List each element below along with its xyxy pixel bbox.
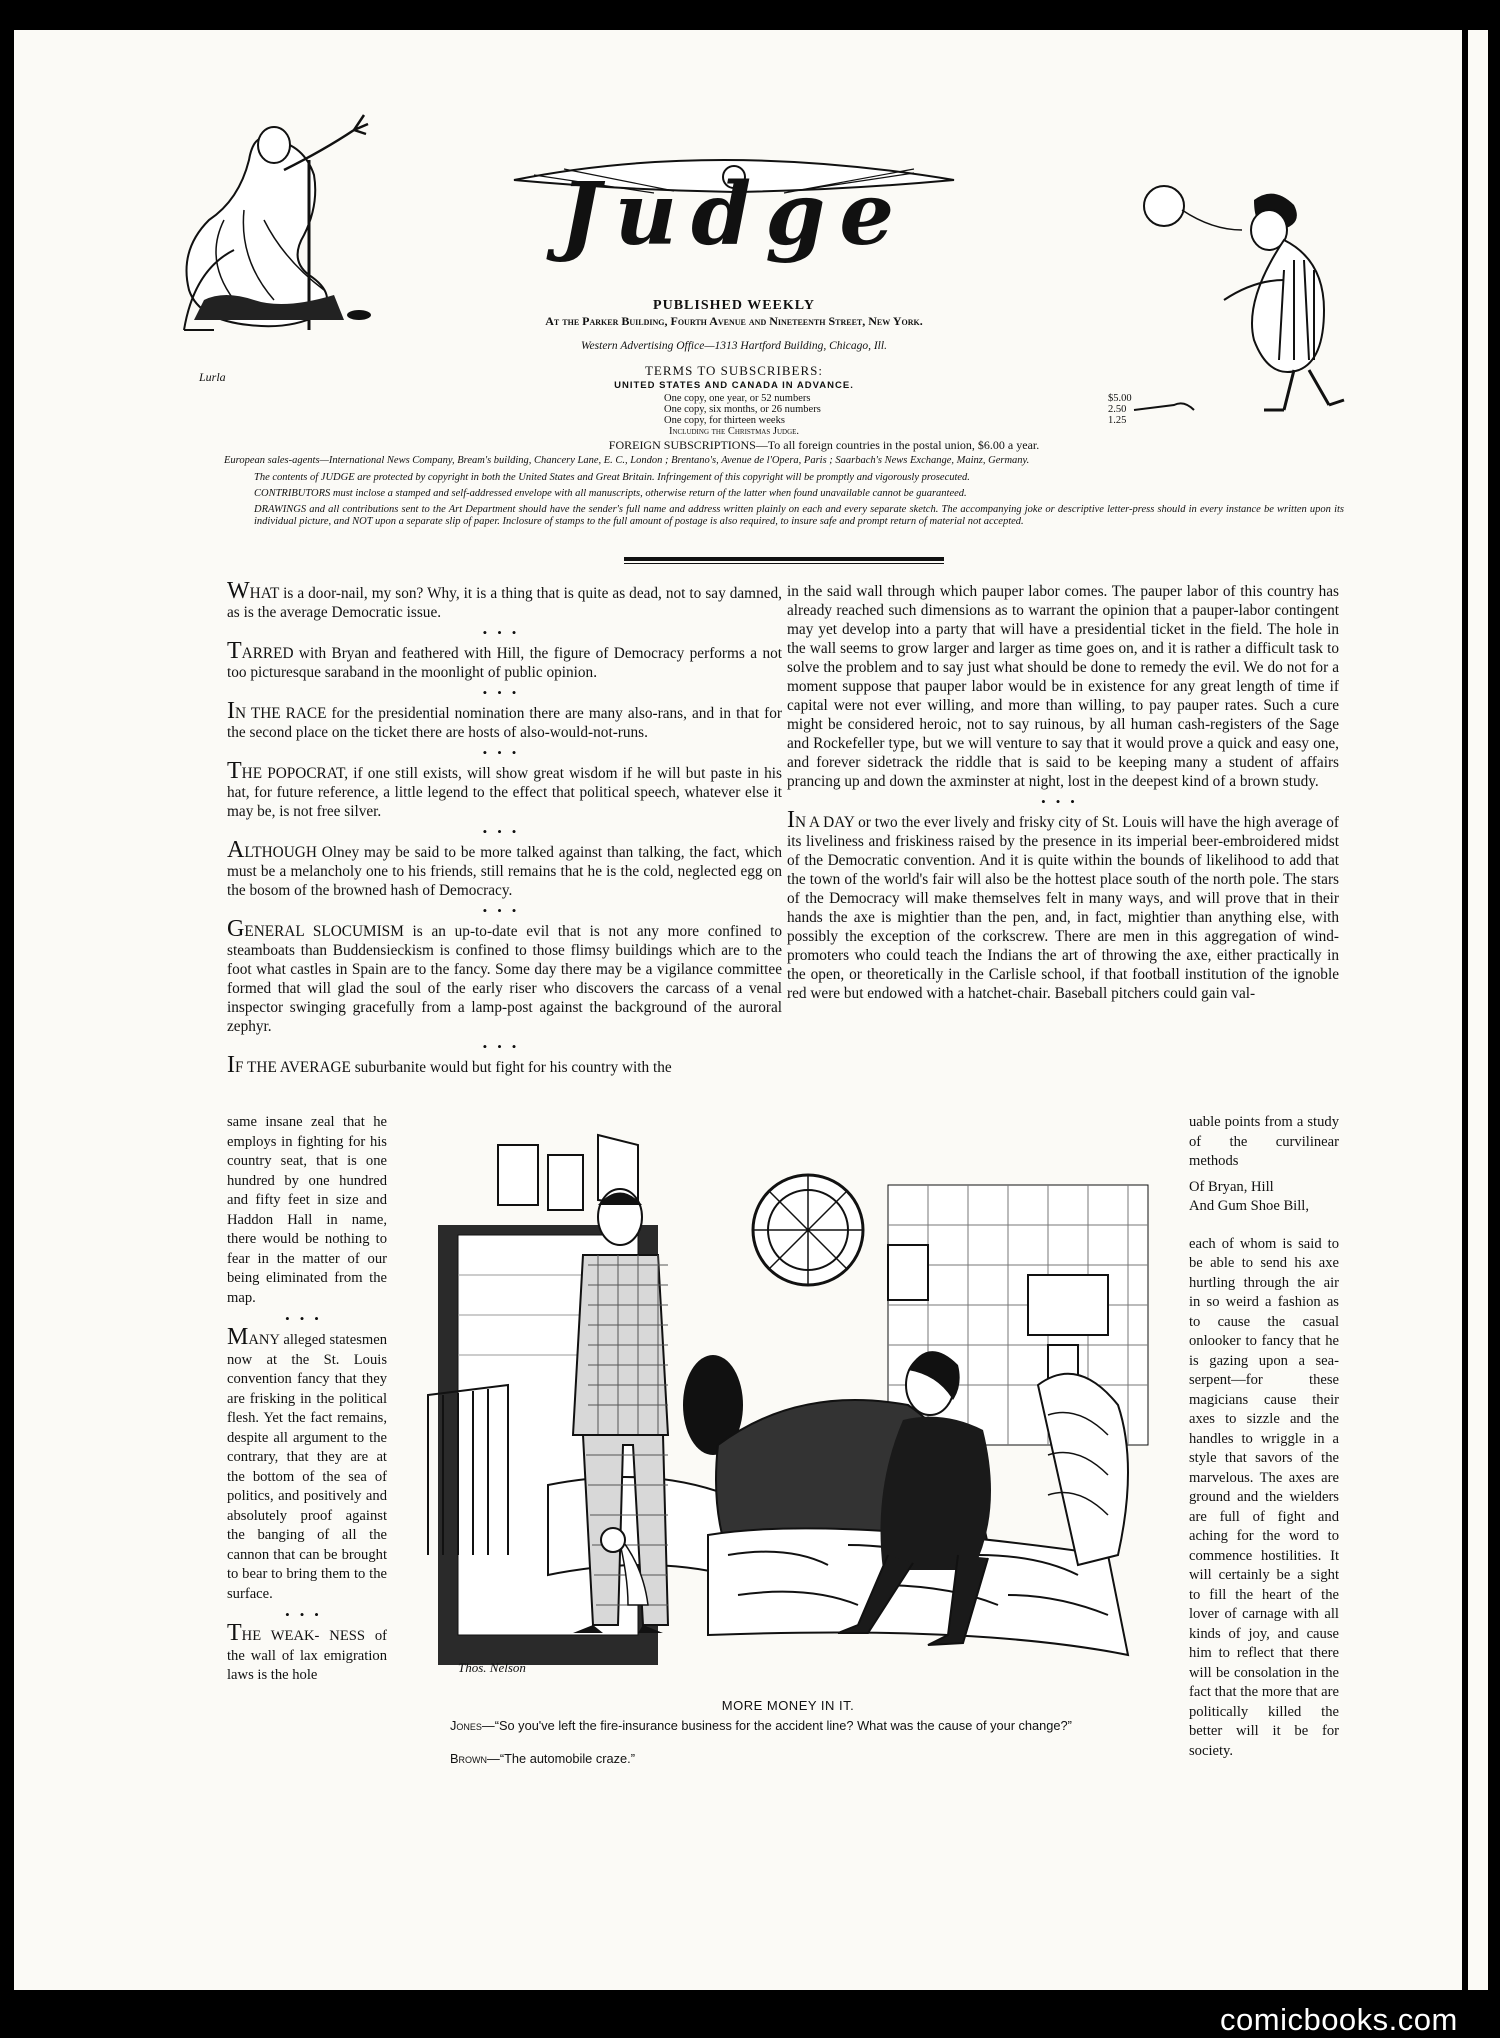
lead-in: ENERAL SLOCUMISM: [244, 923, 404, 940]
rate-row: [664, 415, 1134, 426]
separator-dots: •••: [285, 1607, 329, 1622]
terms-sub: UNITED STATES AND CANADA IN ADVANCE.: [614, 380, 854, 391]
narrow-right-column: [1189, 1113, 1339, 1765]
verse-line: Of Bryan, Hill: [1189, 1178, 1274, 1195]
paragraph-text: Olney may be said to be more talked against than talking, the fact, which must be a melancholy one to his friends, still remains that he is the cold, neglected egg on the bosom of the browned hash of Democracy.: [227, 844, 782, 899]
separator-dots: •••: [482, 685, 527, 700]
separator-dots: •••: [1041, 794, 1085, 809]
masthead-rule: [624, 557, 944, 561]
terms-heading: TERMS TO SUBSCRIBERS:: [644, 363, 823, 378]
lead-in: LTHOUGH: [244, 844, 317, 861]
paragraph-axe-hurtling: each of whom is said to be able to send his axe hurtling through the air in so weird a fashion as to cause the casual onlooker to fancy that he is gazing upon a sea-serpent—for these magicians cause their axes to sizzle and the handles to wriggle in a style that savors of the marvelous. The axes are ground and the wielders are full of fight and aching for the word to commence hostilities. It will certainly be a sight to fill the heart of the lover of carnage with all kinds of joy, and cause him to reflect that there will be consolation in the fact that the more that are politically killed the better will it be for society.: [1189, 1235, 1339, 1759]
paragraph-text: NESS of the wall of lax emigration laws is the hole: [227, 1628, 388, 1683]
paragraph-olney: [227, 837, 782, 900]
drop-cap: T: [227, 638, 242, 664]
paragraph-door-nail: [227, 578, 782, 622]
drop-cap: W: [227, 578, 250, 604]
paragraph-average: [227, 1052, 782, 1078]
separator-dots: •••: [482, 625, 527, 640]
masthead-rule-thin: [624, 563, 944, 564]
paragraph-popocrat: [227, 758, 782, 821]
cartoon-dialogue-jones: [434, 1718, 1194, 1734]
witch-signature: Lurla: [199, 370, 226, 384]
drop-cap: A: [227, 837, 245, 863]
separator-dots: •••: [482, 824, 527, 839]
drop-cap: I: [227, 1052, 235, 1078]
lead-in: N THE RACE: [235, 705, 327, 722]
contributors-notice: CONTRIBUTORS must inclose a stamped and self-addressed envelope with all manuscripts, otherwise return of the latter when found unavailable cannot be guaranteed.: [254, 488, 967, 499]
drop-cap: T: [227, 758, 242, 784]
drop-cap: I: [227, 698, 235, 724]
paragraph-text: is a door-nail, my son? Why, it is a thing that is quite as dead, not to say damned, as is the average Democratic issue.: [227, 585, 782, 621]
western-office: Western Advertising Office—1313 Hartford Building, Chicago, Ill.: [581, 340, 887, 352]
rate-row: [664, 404, 1134, 415]
paragraph-text: or two the ever lively and frisky city of St. Louis will have the high average of its liveliness and friskiness raised by the presence in its imperial beer-embroidered midst of the Democratic convention. And it is quite within the bounds of likelihood to add that the town of the world's fair will also be the hottest place south of the north pole. The stars of the Democracy will make themselves felt in many ways, and will prove that in their hands the axe is mightier than the pen, and, in fact, mightier than anything else, with possibly the exception of the corkscrew. There are men in this aggregation of wind-promoters who could teach the Indians the art of throwing the axe, either practically in the open, or theoretically in the Carlisle school, if that football institution of the ignoble red were but endowed with a hatchet-chair. Baseball pitchers could gain val-: [787, 814, 1339, 1002]
paragraph-statesmen: [227, 1324, 387, 1604]
paragraph-text: if one still exists, will show great wisdom if he will but paste in his hat, for future reference, a little legend to the effect that political speech, whatever else it may be, is not free silver.: [227, 765, 782, 820]
next-page-edge: [1468, 30, 1488, 1990]
cartoon-illustration: [398, 1115, 1178, 1700]
paragraph-slocumism: [227, 916, 782, 1036]
drawings-notice: DRAWINGS and all contributions sent to the Art Department should have the sender's full name and address written plainly on each and every separate sketch. The accompanying joke or descriptive letter-press should in every instance be written upon its individual picture, and NOT upon a separate slip of paper. Inclosure of stamps to the full amount of postage is also required, to insure safe and prompt return of material not accepted.: [254, 504, 1344, 527]
paragraph-tarred: [227, 638, 782, 682]
cartoon-caption: MORE MONEY IN IT.: [721, 1698, 855, 1713]
separator-dots: •••: [482, 903, 527, 918]
separator-dots: •••: [482, 1039, 527, 1054]
left-column: [227, 578, 782, 1081]
speaker-label: Jones—: [450, 1718, 495, 1733]
magazine-page: [14, 30, 1462, 1990]
speaker-label: Brown—: [450, 1751, 500, 1766]
lead-in: F THE AVERAGE: [235, 1059, 351, 1076]
lead-in: ANY: [248, 1332, 280, 1348]
drop-cap: I: [787, 807, 795, 833]
sales-agents: European sales-agents—International News Company, Bream's building, Chancery Lane, E. C., London ; Brentano's, Avenue de l'Opera, Paris ; Saarbach's News Exchange, Mainz, Germany.: [224, 455, 1030, 466]
rate-price: $5.00: [1108, 393, 1132, 404]
right-column: [787, 582, 1339, 1007]
cartoon-dialogue-brown: [434, 1751, 1194, 1767]
lead-in: N A DAY: [795, 814, 855, 831]
paragraph-text: with Bryan and feathered with Hill, the figure of Democracy performs a not too picturesque saraband in the moonlight of public opinion.: [227, 645, 782, 681]
paragraph-text: is an up-to-date evil that is not any more confined to steamboats than Buddensieckism is confined to those flimsy buildings which are to the foot what castles in Spain are to the fancy. Some day there may be a vigilance committee formed that will glad the soul of the early riser who discovers the carcass of a venal inspector swinging gracefully from a lamp-post against the background of the auroral zephyr.: [227, 923, 782, 1035]
verse-line: And Gum Shoe Bill,: [1189, 1198, 1309, 1214]
watermark: comicbooks.com: [1220, 2002, 1458, 2037]
lead-in: ARRED: [241, 645, 294, 662]
narrow-left-column: [227, 1113, 387, 1690]
lead-in: HE POPOCRAT,: [241, 765, 349, 782]
published-weekly: PUBLISHED WEEKLY: [653, 298, 815, 313]
speaker-line: “So you've left the fire-insurance business for the accident line? What was the cause of your change?”: [494, 1718, 1072, 1733]
christmas-note: Including the Christmas Judge.: [668, 426, 800, 437]
paragraph-weakness: [227, 1620, 388, 1686]
witch-illustration: [164, 100, 424, 340]
rate-price: 2.50: [1108, 404, 1127, 415]
rates-table: [664, 393, 1134, 426]
paragraph-text: suburbanite would but fight for his country with the: [350, 1059, 672, 1076]
paragraph-st-louis: [787, 807, 1339, 1003]
rate-row: [664, 393, 1134, 404]
jester-illustration: [1104, 180, 1364, 420]
drop-cap: M: [227, 1324, 249, 1350]
rate-label: One copy, for thirteen weeks: [664, 415, 785, 426]
lead-in: HE WEAK-: [241, 1628, 320, 1644]
lead-in: HAT: [249, 585, 280, 602]
copyright-notice: The contents of JUDGE are protected by copyright in both the United States and Great Britain. Infringement of this copyright will be promptly and vigorously prosecuted.: [254, 472, 970, 483]
publisher-address: At the Parker Building, Fourth Avenue and Nineteenth Street, New York.: [545, 314, 923, 328]
rate-label: One copy, one year, or 52 numbers: [664, 393, 811, 404]
paragraph-pauper-labor: in the said wall through which pauper labor comes. The pauper labor of this country has already reached such dimensions as to warrant the opinion that a pauper-labor contingent may yet develop into a party that will have a presidential ticket in the field. The hole in the wall seems to grow larger and larger as time goes on, and it is rather a difficult task to solve the problem and to say just what should be done to remedy the evil. We do not for a moment suppose that pauper labor would be in existence for any great length of time if capital were not ever willing, and more than willing, to pay pauper rates. Such a cure might be considered heroic, not to say ruinous, by all human cash-registers of the Sage and Rockefeller type, but we will venture to say that it would prove a quick and easy one, and forever sidetrack the riddle that is said to be keeping many a student of affairs prancing up and down the axminster at night, lost in the deepest kind of a brown study.: [787, 583, 1339, 790]
foreign-subscriptions: FOREIGN SUBSCRIPTIONS—To all foreign countries in the postal union, $6.00 a year.: [608, 438, 1040, 452]
speaker-line: “The automobile craze.”: [499, 1751, 635, 1766]
paragraph-insane-zeal: same insane zeal that he employs in fighting for his country seat, that is one hundred by one hundred and fifty feet in size and Haddon Hall in name, there would be nothing to fear in the matter of our being eliminated from the map.: [227, 1114, 387, 1306]
separator-dots: •••: [285, 1311, 329, 1326]
cartoon-signature: Thos. Nelson: [458, 1660, 526, 1675]
rate-price: 1.25: [1108, 415, 1127, 426]
judge-logo: [504, 155, 964, 275]
separator-dots: •••: [482, 745, 527, 760]
paragraph-race: [227, 698, 782, 742]
masthead-title: Judge: [559, 164, 909, 265]
drop-cap: G: [227, 916, 245, 942]
paragraph-text: for the presidential nomination there are many also-rans, and in that for the second place on the ticket there are hosts of also-would-not-runs.: [227, 705, 782, 741]
paragraph-curvilinear: uable points from a study of the curvilinear methods: [1189, 1114, 1339, 1169]
rate-label: One copy, six months, or 26 numbers: [664, 404, 821, 415]
paragraph-text: alleged statesmen now at the St. Louis convention fancy that they are frisking in the political flesh. Yet the fact remains, despite all argument to the contrary, that they are at the bottom of the sea of politics, and positively and absolutely proof against the banging of all the cannon that can be brought to bear to bring them to the surface.: [227, 1332, 387, 1602]
drop-cap: T: [227, 1620, 242, 1646]
